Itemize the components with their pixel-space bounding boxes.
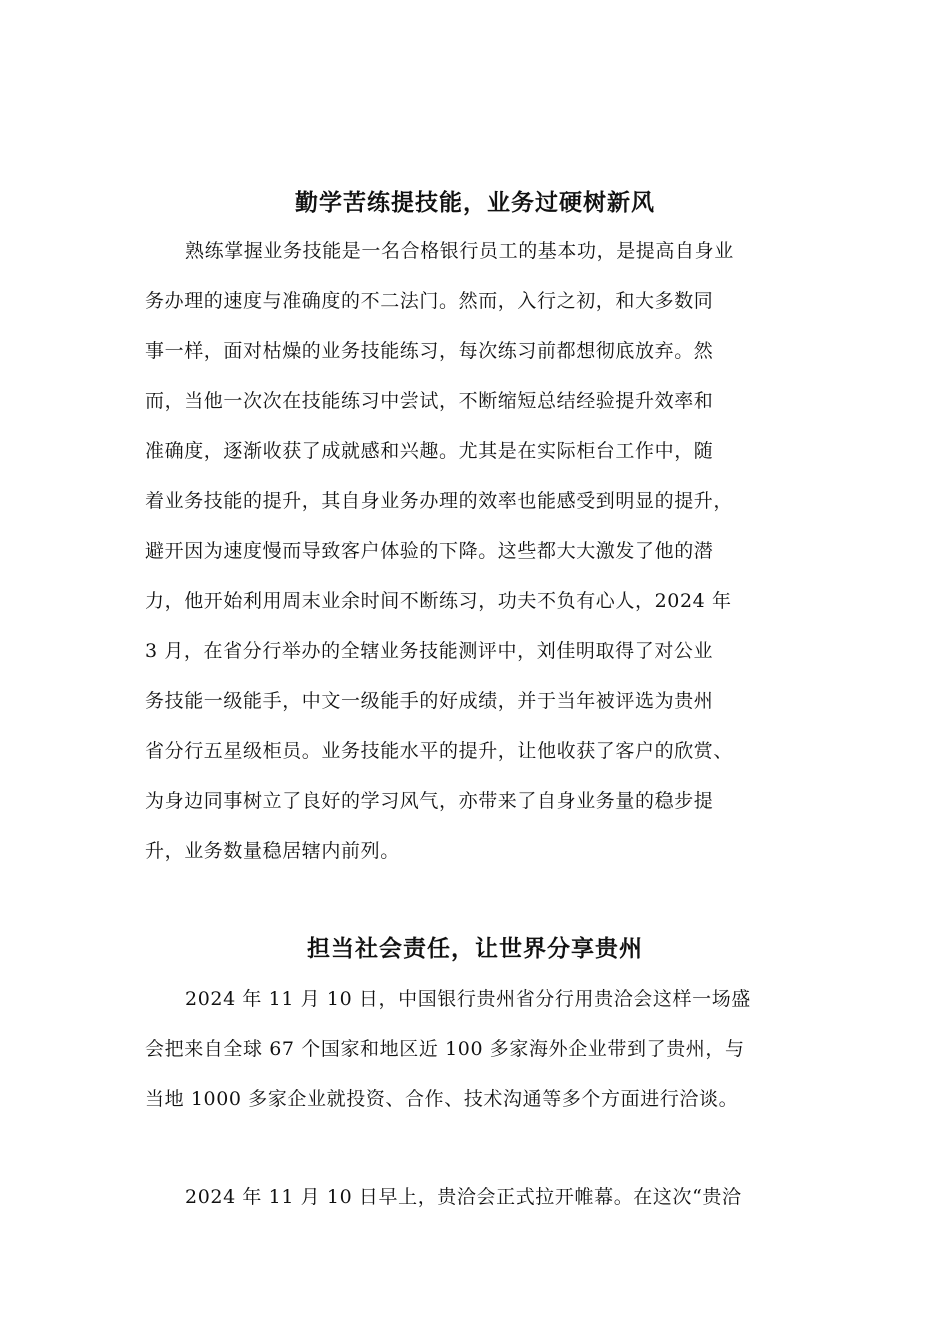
paragraph-line: 3 月，在省分行举办的全辖业务技能测评中，刘佳明取得了对公业 xyxy=(145,640,714,662)
section-1-title: 勤学苦练提技能，业务过硬树新风 xyxy=(295,189,655,216)
paragraph-line: 务技能一级能手，中文一级能手的好成绩，并于当年被评选为贵州 xyxy=(145,690,714,712)
paragraph-line: 为身边同事树立了良好的学习风气，亦带来了自身业务量的稳步提 xyxy=(145,790,714,812)
paragraph-line: 2024 年 11 月 10 日早上，贵洽会正式拉开帷幕。在这次“贵洽 xyxy=(185,1186,742,1208)
section-1-paragraph xyxy=(145,226,835,876)
paragraph-line: 省分行五星级柜员。业务技能水平的提升，让他收获了客户的欣赏、 xyxy=(145,740,734,762)
paragraph-line: 会把来自全球 67 个国家和地区近 100 多家海外企业带到了贵州，与 xyxy=(145,1038,745,1060)
paragraph-line: 当地 1000 多家企业就投资、合作、技术沟通等多个方面进行洽谈。 xyxy=(145,1088,739,1110)
section-2-paragraph-2 xyxy=(145,1172,835,1222)
paragraph-line: 避开因为速度慢而导致客户体验的下降。这些都大大激发了他的潜 xyxy=(145,540,714,562)
paragraph-line: 熟练掌握业务技能是一名合格银行员工的基本功，是提高自身业 xyxy=(185,240,734,262)
paragraph-line: 升，业务数量稳居辖内前列。 xyxy=(145,840,400,862)
section-2-paragraph-1 xyxy=(145,974,835,1124)
paragraph-line: 2024 年 11 月 10 日，中国银行贵州省分行用贵洽会这样一场盛 xyxy=(185,988,751,1010)
paragraph-line: 准确度，逐渐收获了成就感和兴趣。尤其是在实际柜台工作中，随 xyxy=(145,440,714,462)
paragraph-line: 而，当他一次次在技能练习中尝试，不断缩短总结经验提升效率和 xyxy=(145,390,714,412)
paragraph-line: 事一样，面对枯燥的业务技能练习，每次练习前都想彻底放弃。然 xyxy=(145,340,714,362)
paragraph-line: 务办理的速度与准确度的不二法门。然而，入行之初，和大多数同 xyxy=(145,290,714,312)
section-2-title: 担当社会责任，让世界分享贵州 xyxy=(307,935,643,962)
paragraph-line: 着业务技能的提升，其自身业务办理的效率也能感受到明显的提升， xyxy=(145,490,734,512)
paragraph-line: 力，他开始利用周末业余时间不断练习，功夫不负有心人，2024 年 xyxy=(145,590,732,612)
